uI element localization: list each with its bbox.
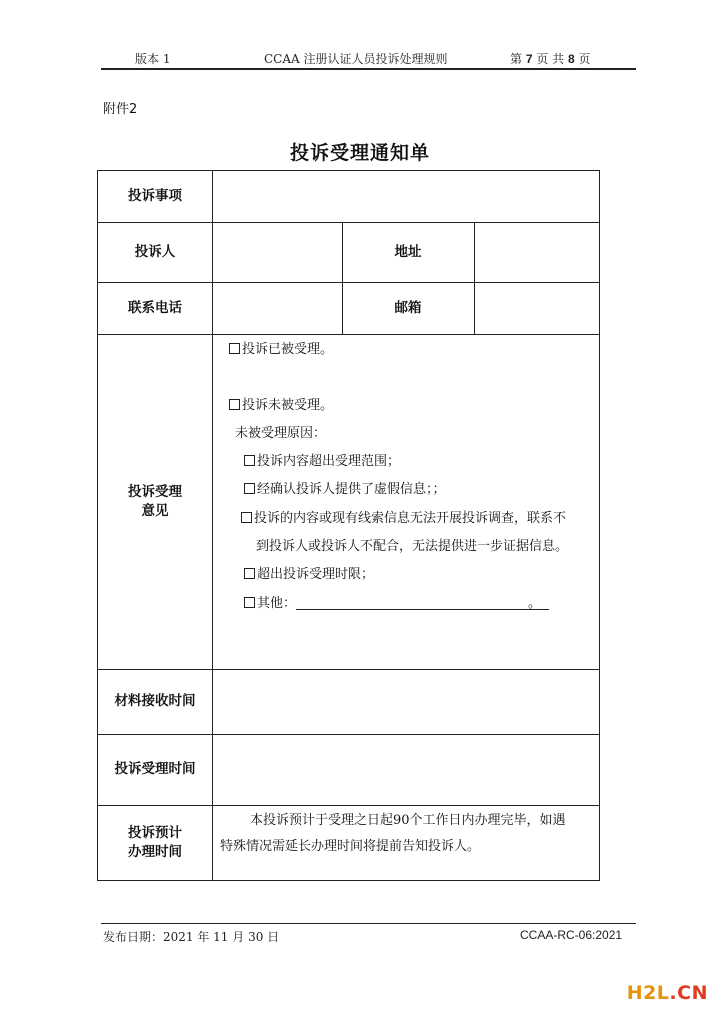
checkbox-icon[interactable]: [244, 597, 255, 608]
checkbox-icon[interactable]: [244, 483, 255, 494]
footer-doc-code: CCAA-RC-06:2021: [520, 928, 623, 942]
phone-field[interactable]: [213, 283, 342, 334]
h2l-watermark: [627, 982, 708, 1004]
reason-2-text: 经确认投诉人提供了虚假信息；；: [257, 482, 446, 497]
address-field[interactable]: [475, 223, 599, 282]
other-reason-input[interactable]: [296, 595, 549, 610]
footer-release-date: 发布日期：2021 年 11 月 30 日: [103, 930, 280, 944]
page-current: 7: [525, 52, 533, 66]
option-accepted[interactable]: [229, 341, 333, 359]
material-time-label: 材料接收时间: [114, 693, 196, 709]
header-doc-title: CCAA 注册认证人员投诉处理规则: [264, 52, 448, 66]
complaint-form-table: [97, 170, 600, 881]
expected-text-line2: 特殊情况需延长办理时间将提前告知投诉人。: [220, 839, 481, 854]
reason-4-text: 超出投诉受理时限；: [257, 567, 375, 582]
reason-false-info[interactable]: [244, 481, 446, 499]
page-suffix: 页: [578, 52, 591, 66]
form-title: 投诉受理通知单: [289, 142, 430, 164]
complaint-matter-label: 投诉事项: [128, 188, 182, 204]
option-not-accepted-text: 投诉未被受理。: [242, 398, 334, 413]
reason-heading: 未被受理原因：: [235, 426, 327, 441]
expected-label-line1: 投诉预计: [128, 824, 182, 841]
watermark-part1: H2L: [626, 982, 670, 1004]
complainant-field[interactable]: [213, 223, 342, 282]
checkbox-icon[interactable]: [244, 455, 255, 466]
other-reason-end: 。: [528, 596, 542, 611]
reason-1-text: 投诉内容超出受理范围；: [257, 454, 401, 469]
checkbox-icon[interactable]: [229, 343, 240, 354]
expected-label-line2: 办理时间: [128, 843, 182, 860]
footer-rule: [101, 923, 636, 924]
checkbox-icon[interactable]: [229, 399, 240, 410]
expected-text-line1: 本投诉预计于受理之日起90个工作日内办理完毕，如遇: [250, 813, 566, 828]
checkbox-icon[interactable]: [244, 568, 255, 579]
checkbox-icon[interactable]: [241, 512, 252, 523]
attachment-label: 附件2: [103, 102, 138, 117]
opinion-label-line1: 投诉受理: [128, 483, 182, 500]
opinion-label-line2: 意见: [141, 502, 169, 519]
reason-other[interactable]: [244, 595, 549, 613]
page-prefix: 第: [510, 52, 523, 66]
option-not-accepted[interactable]: [229, 397, 333, 415]
reason-3-text-line1: 投诉的内容或现有线索信息无法开展投诉调查，联系不: [254, 511, 567, 526]
reason-unable-investigate[interactable]: [241, 510, 566, 528]
header-page-indicator: [510, 50, 591, 67]
accept-time-field[interactable]: [213, 735, 599, 805]
reason-5-text: 其他：: [257, 596, 297, 611]
header-version: 版本 1: [135, 52, 171, 66]
complainant-label: 投诉人: [134, 243, 176, 260]
option-accepted-text: 投诉已被受理。: [242, 342, 334, 357]
reason-3-text-line2: 到投诉人或投诉人不配合，无法提供进一步证据信息。: [256, 539, 569, 554]
header-rule: [101, 68, 636, 70]
material-time-field[interactable]: [213, 670, 599, 734]
opinion-label: [98, 334, 212, 669]
phone-label: 联系电话: [128, 299, 182, 316]
complaint-matter-field[interactable]: [213, 171, 599, 222]
address-label: 地址: [394, 243, 422, 260]
email-field[interactable]: [475, 283, 599, 334]
page-mid: 页 共: [536, 52, 565, 66]
reason-time-exceeded[interactable]: [244, 566, 374, 584]
page-total: 8: [568, 52, 575, 66]
expected-time-label: [98, 805, 212, 880]
email-label: 邮箱: [394, 299, 422, 316]
reason-out-of-scope[interactable]: [244, 453, 400, 471]
watermark-part2: .CN: [669, 982, 708, 1004]
accept-time-label: 投诉受理时间: [114, 761, 196, 777]
